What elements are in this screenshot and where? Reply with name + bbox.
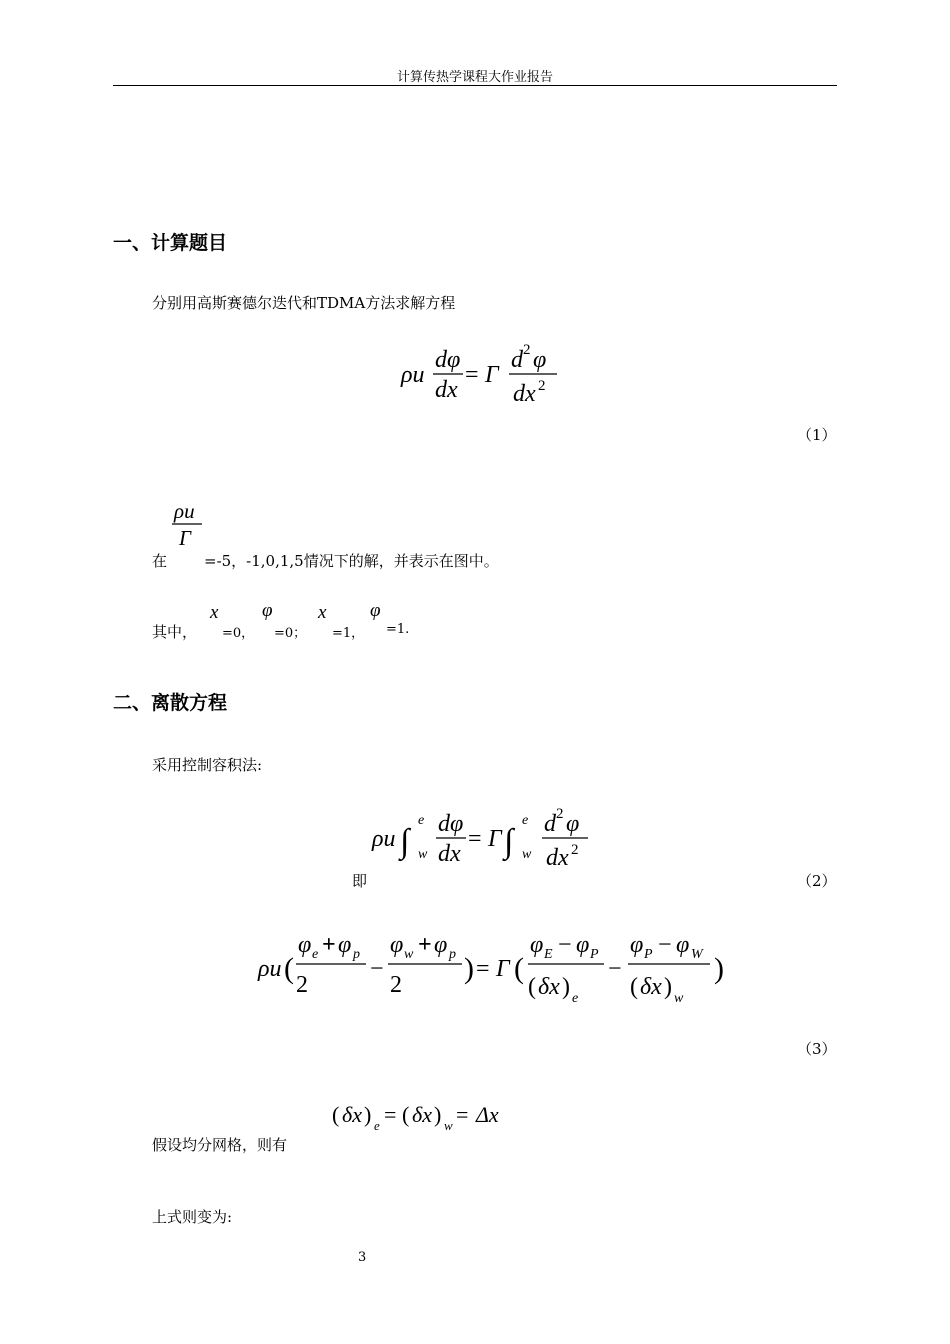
header-title: 计算传热学课程大作业报告 bbox=[396, 70, 553, 85]
svg-text:−: − bbox=[608, 956, 622, 982]
svg-text:dφ: dφ bbox=[435, 347, 461, 373]
svg-text:p: p bbox=[353, 947, 360, 962]
peclet-prefix: 在 bbox=[152, 552, 168, 570]
svg-text:e: e bbox=[374, 1118, 380, 1133]
bc-x1-symbol: x bbox=[318, 602, 327, 623]
svg-text:2: 2 bbox=[296, 972, 308, 998]
svg-text:φ: φ bbox=[338, 932, 352, 958]
svg-text:d: d bbox=[511, 347, 523, 373]
svg-text:δx: δx bbox=[412, 1102, 432, 1127]
svg-text:w: w bbox=[444, 1118, 453, 1133]
header-rule bbox=[113, 85, 837, 86]
svg-text:ρu: ρu bbox=[174, 499, 195, 523]
method-text: 采用控制容积法: bbox=[152, 756, 263, 774]
svg-text:(: ( bbox=[528, 974, 536, 1000]
svg-text:+: + bbox=[322, 932, 336, 958]
svg-text:φ: φ bbox=[676, 932, 690, 958]
svg-text:φ: φ bbox=[576, 932, 590, 958]
svg-text:): ) bbox=[464, 952, 474, 985]
svg-text:w: w bbox=[522, 847, 532, 862]
svg-text:(: ( bbox=[630, 974, 638, 1000]
svg-text:δx: δx bbox=[538, 974, 560, 1000]
svg-text:2: 2 bbox=[571, 842, 579, 858]
svg-text:=: = bbox=[468, 826, 482, 852]
svg-text:w: w bbox=[404, 947, 414, 962]
svg-text:p: p bbox=[449, 947, 456, 962]
peclet-ratio-fraction bbox=[170, 498, 208, 550]
bc-prefix: 其中， bbox=[152, 623, 198, 641]
svg-text:dx: dx bbox=[438, 841, 461, 867]
svg-text:P: P bbox=[644, 947, 653, 962]
svg-text:φ: φ bbox=[533, 347, 547, 373]
svg-text:=: = bbox=[476, 956, 490, 982]
svg-text:2: 2 bbox=[390, 972, 402, 998]
bc-x0-symbol: x bbox=[210, 602, 219, 623]
uniform-grid-text: 假设均分网格，则有 bbox=[152, 1136, 288, 1154]
bc-x0-value: =0， bbox=[222, 626, 255, 641]
bc-phi0-value: =0； bbox=[274, 626, 307, 641]
bc-phi1-value: =1. bbox=[386, 622, 410, 637]
svg-text:2: 2 bbox=[538, 378, 546, 394]
svg-text:): ) bbox=[364, 1102, 372, 1127]
svg-text:φ: φ bbox=[530, 932, 544, 958]
svg-text:=: = bbox=[456, 1102, 469, 1127]
equation-number-1: （1） bbox=[797, 426, 837, 444]
svg-text:−: − bbox=[558, 932, 572, 958]
svg-text:ρu: ρu bbox=[401, 362, 425, 388]
bc-x1-value: =1， bbox=[332, 626, 365, 641]
svg-text:dx: dx bbox=[513, 381, 536, 407]
svg-text:Γ: Γ bbox=[488, 826, 502, 852]
svg-text:2: 2 bbox=[556, 806, 564, 822]
equation-number-2: （2） bbox=[797, 872, 837, 890]
svg-text:ρu: ρu bbox=[372, 826, 396, 852]
equation-3 bbox=[256, 924, 732, 1008]
svg-text:e: e bbox=[312, 947, 319, 962]
svg-text:Γ: Γ bbox=[496, 956, 510, 982]
intro-text: 分别用高斯赛德尔迭代和TDMA方法求解方程 bbox=[152, 294, 456, 312]
svg-text:W: W bbox=[691, 947, 703, 962]
svg-text:w: w bbox=[674, 991, 684, 1006]
section-heading-2: 二、离散方程 bbox=[113, 692, 228, 714]
svg-text:E: E bbox=[544, 947, 553, 962]
svg-text:δx: δx bbox=[640, 974, 662, 1000]
svg-text:dx: dx bbox=[435, 377, 458, 403]
svg-text:+: + bbox=[418, 932, 432, 958]
svg-text:w: w bbox=[418, 847, 428, 862]
equation-2 bbox=[366, 800, 606, 876]
svg-text:dφ: dφ bbox=[438, 811, 464, 837]
svg-text:φ: φ bbox=[630, 932, 644, 958]
svg-text:ρu: ρu bbox=[258, 956, 282, 982]
svg-text:φ: φ bbox=[298, 932, 312, 958]
svg-text:(: ( bbox=[402, 1102, 410, 1127]
svg-text:(: ( bbox=[332, 1102, 340, 1127]
svg-text:): ) bbox=[714, 952, 724, 985]
peclet-text: =-5，-1,0,1,5情况下的解，并表示在图中。 bbox=[204, 552, 499, 570]
bc-phi0-symbol: φ bbox=[262, 600, 273, 621]
svg-text:∫: ∫ bbox=[504, 823, 514, 860]
svg-text:−: − bbox=[658, 932, 672, 958]
svg-text:e: e bbox=[572, 991, 579, 1006]
bc-phi1-symbol: φ bbox=[370, 600, 381, 621]
svg-text:): ) bbox=[434, 1102, 442, 1127]
svg-text:Δx: Δx bbox=[476, 1102, 499, 1127]
svg-text:d: d bbox=[544, 811, 556, 837]
svg-text:Γ: Γ bbox=[485, 362, 499, 388]
page-number: 3 bbox=[358, 1250, 367, 1265]
svg-text:φ: φ bbox=[434, 932, 448, 958]
svg-text:−: − bbox=[370, 956, 384, 982]
svg-text:(: ( bbox=[284, 952, 294, 985]
svg-text:=: = bbox=[465, 362, 479, 388]
svg-text:dx: dx bbox=[546, 845, 569, 871]
svg-text:): ) bbox=[562, 974, 570, 1000]
equation-number-3: （3） bbox=[797, 1040, 837, 1058]
svg-text:∫: ∫ bbox=[400, 823, 410, 860]
svg-text:Γ: Γ bbox=[179, 526, 191, 550]
equation-1 bbox=[395, 336, 575, 412]
svg-text:2: 2 bbox=[523, 342, 531, 358]
svg-text:P: P bbox=[590, 947, 599, 962]
uniform-grid-equation bbox=[330, 1096, 514, 1136]
svg-text:): ) bbox=[664, 974, 672, 1000]
svg-text:δx: δx bbox=[342, 1102, 362, 1127]
ji-text: 即 bbox=[352, 872, 368, 890]
svg-text:=: = bbox=[384, 1102, 397, 1127]
svg-text:(: ( bbox=[514, 952, 524, 985]
svg-text:e: e bbox=[418, 813, 425, 828]
becomes-text: 上式则变为: bbox=[152, 1208, 233, 1226]
svg-text:φ: φ bbox=[566, 811, 580, 837]
svg-text:φ: φ bbox=[390, 932, 404, 958]
svg-text:e: e bbox=[522, 813, 529, 828]
section-heading-1: 一、计算题目 bbox=[113, 232, 228, 254]
